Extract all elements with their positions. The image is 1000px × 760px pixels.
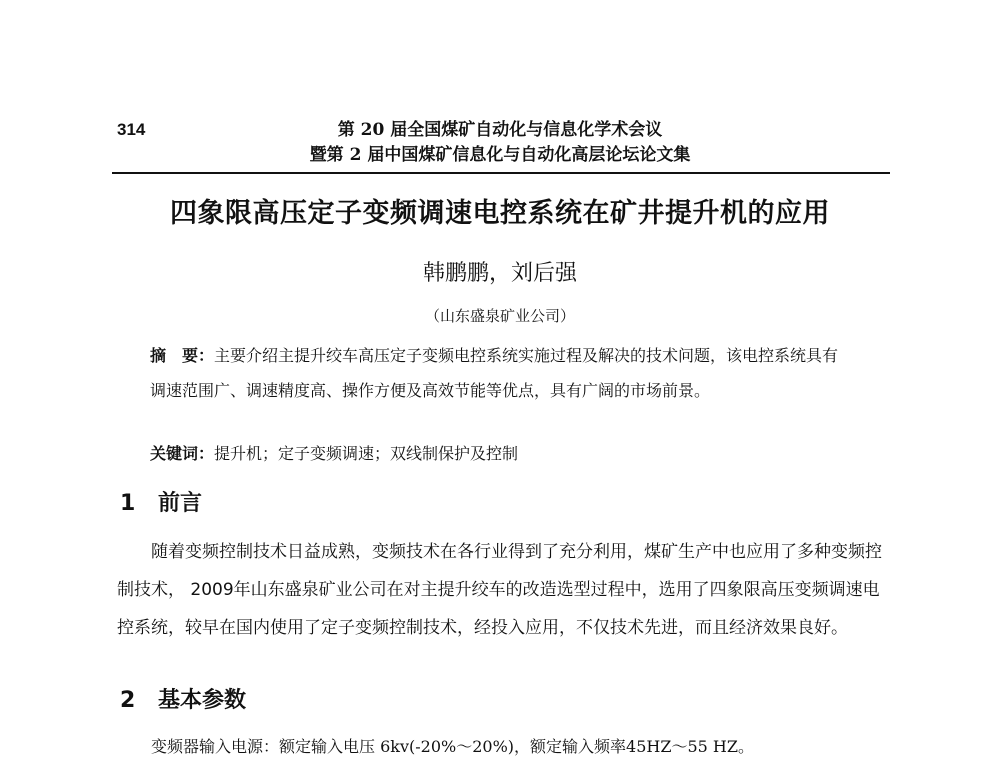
section-title: 前言 — [158, 491, 203, 516]
running-header-line1: 第 20 届全国煤矿自动化与信息化学术会议 — [337, 120, 663, 140]
section-heading-2 — [120, 683, 246, 714]
section-1-paragraph: 随着变频控制技术日益成熟，变频技术在各行业得到了充分利用，煤矿生产中也应用了多种变频控制技术， 2009年山东盛泉矿业公司在对主提升绞车的改造选型过程中，选用了四象限高压变频调速电控系统，较早在国内使用了定子变频控制技术，经投入应用，不仅技术先进，而且经济效果良好。 — [117, 542, 882, 638]
paper-affiliation: （山东盛泉矿业公司） — [424, 307, 575, 325]
abstract-text: 主要介绍主提升绞车高压定子变频电控系统实施过程及解决的技术问题，该电控系统具有调速范围广、调速精度高、操作方便及高效节能等优点，具有广阔的市场前景。 — [150, 346, 839, 400]
keywords — [150, 441, 518, 464]
abstract-label: 摘 要： — [150, 346, 215, 365]
paper-title: 四象限高压定子变频调速电控系统在矿井提升机的应用 — [170, 198, 830, 229]
keywords-label: 关键词： — [150, 444, 215, 463]
page-number: 314 — [117, 120, 146, 139]
section-title: 基本参数 — [158, 688, 247, 713]
section-heading-1 — [120, 486, 202, 517]
abstract — [150, 338, 850, 408]
keywords-text: 提升机；定子变频调速；双线制保护及控制 — [214, 444, 519, 463]
running-header-line2: 暨第 2 届中国煤矿信息化与自动化高层论坛论文集 — [309, 145, 691, 165]
header-rule — [112, 172, 890, 174]
section-number: 1 — [120, 491, 136, 516]
paper-authors: 韩鹏鹏，刘后强 — [422, 261, 577, 286]
section-2-paragraph: 变频器输入电源：额定输入电压 6kv(-20%～20%)，额定输入频率45HZ～55 HZ。 — [151, 737, 754, 756]
section-number: 2 — [120, 688, 136, 713]
